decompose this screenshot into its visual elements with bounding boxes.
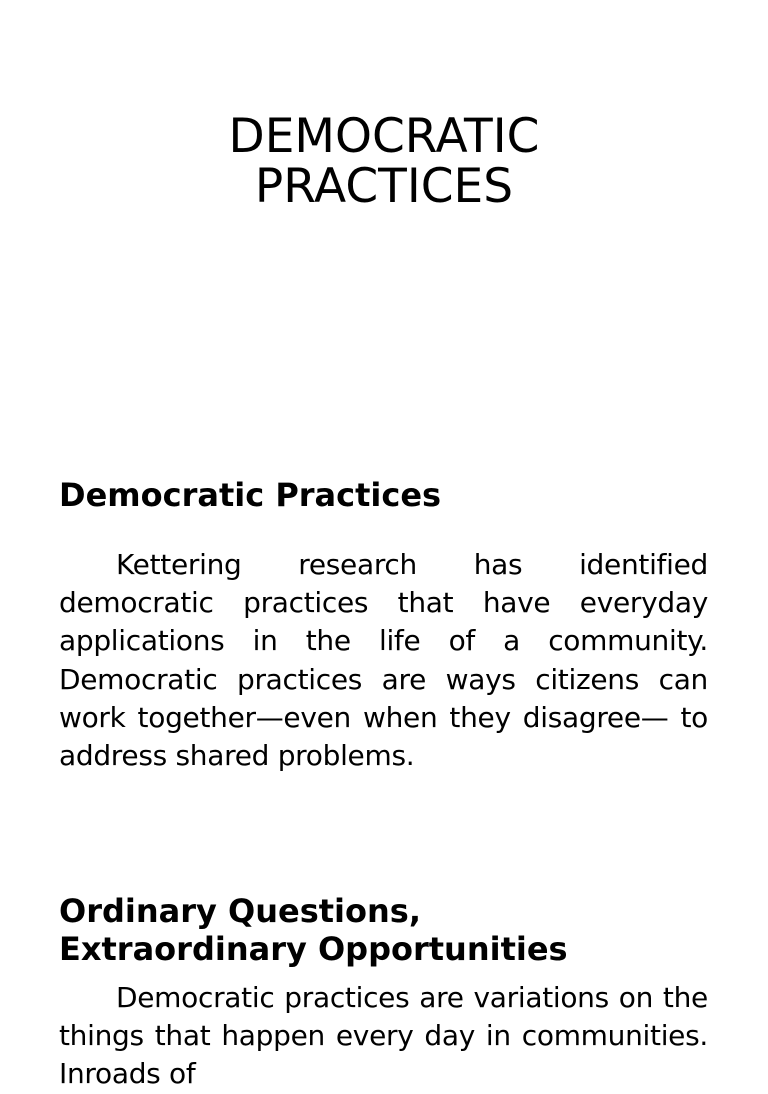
page-title: [0, 109, 768, 214]
section-heading: Democratic Practices: [59, 476, 442, 514]
section-heading-line-1: Ordinary Questions,: [59, 892, 421, 930]
title-line-1: DEMOCRATIC: [228, 109, 540, 164]
section-body-paragraph: Kettering research has identified democratic practices that have everyday applications in the life of a community. Democratic practices are ways citizens can work together—even when they disagree— to address shared problems.: [59, 548, 708, 773]
section-body-paragraph: Democratic practices are variations on the things that happen every day in communities. Inroads of: [59, 981, 708, 1091]
section-heading: [59, 892, 708, 968]
section-heading-line-2: Extraordinary Opportunities: [59, 930, 568, 968]
section-democratic-practices: [59, 476, 708, 775]
section-ordinary-questions: [59, 892, 708, 1094]
title-line-2: PRACTICES: [254, 159, 514, 214]
